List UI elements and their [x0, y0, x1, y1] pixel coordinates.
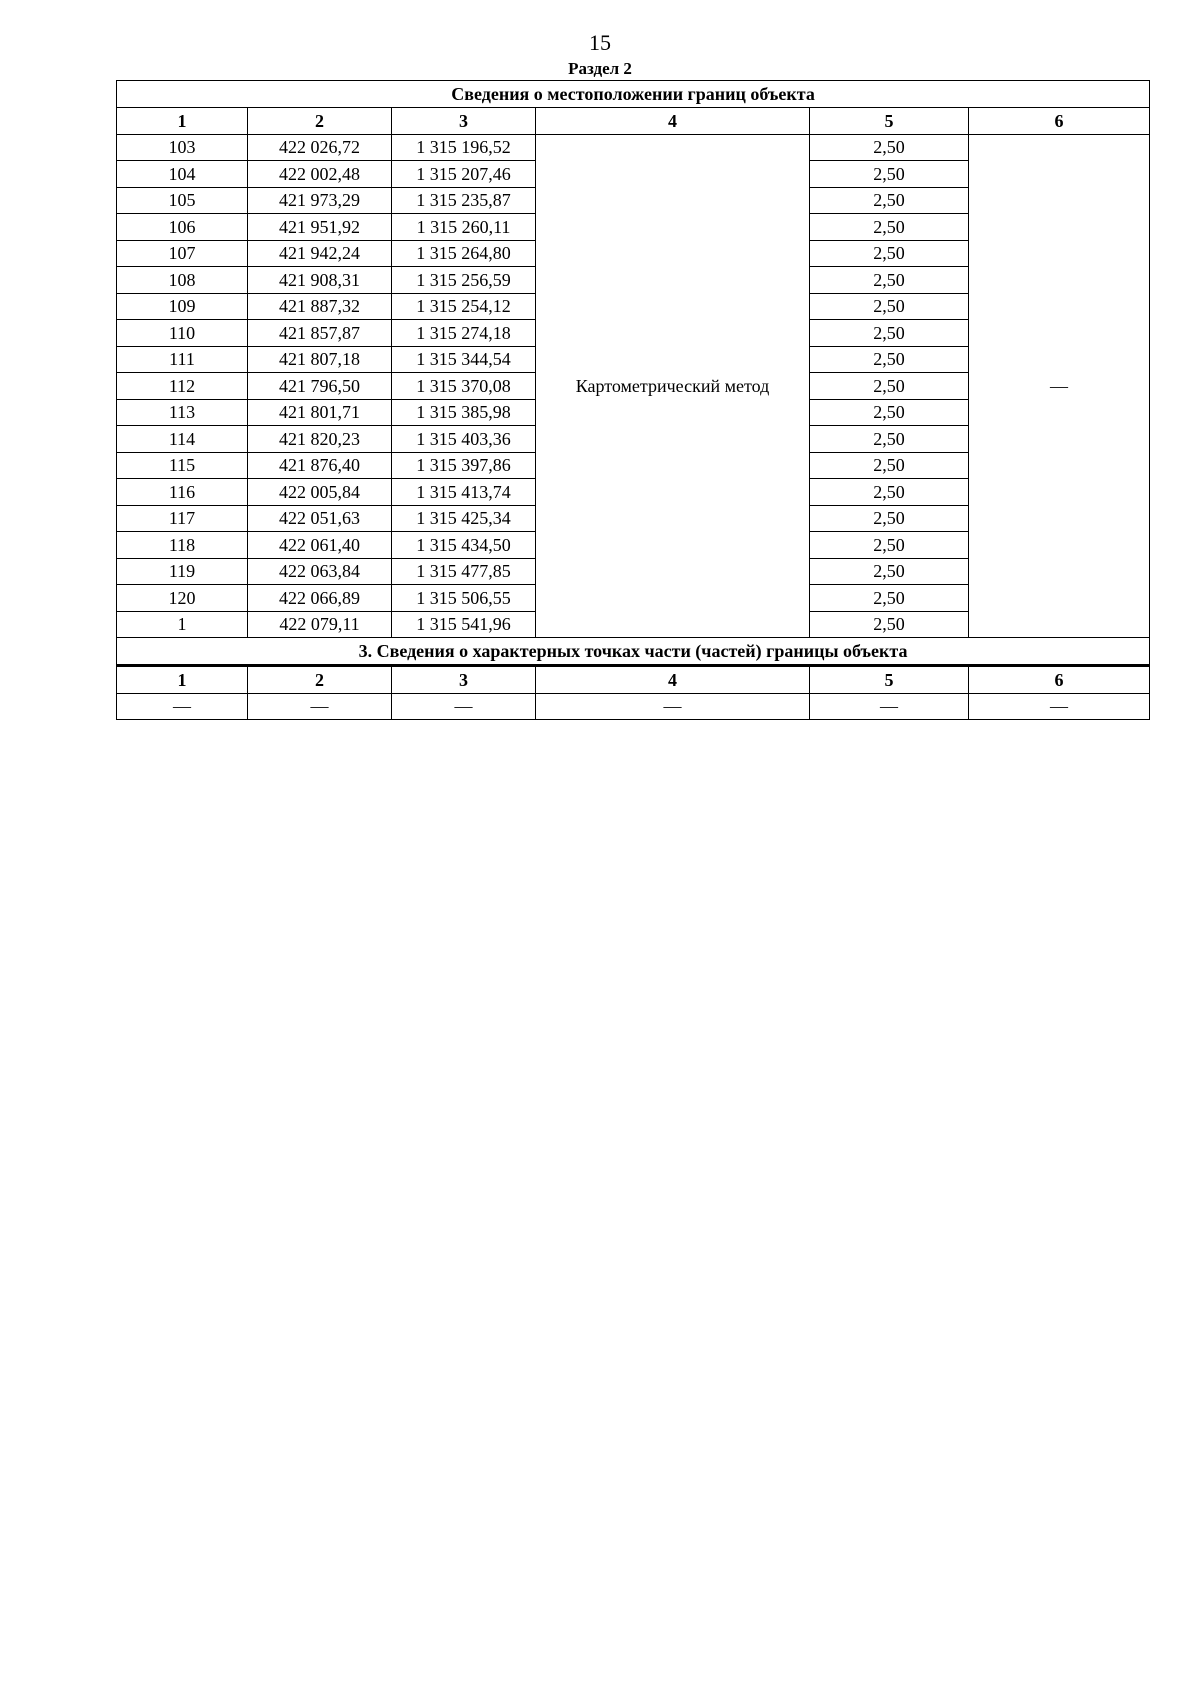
coord-y-cell: 1 315 196,52 [392, 134, 536, 161]
coord-x-cell: 421 801,71 [248, 399, 392, 426]
table-banner-row [117, 81, 1150, 108]
coord-x-cell: 421 876,40 [248, 452, 392, 479]
accuracy-cell: 2,50 [810, 267, 969, 294]
coord-y-cell: 1 315 254,12 [392, 293, 536, 320]
point-number-cell: 115 [117, 452, 248, 479]
point-number-cell: 112 [117, 373, 248, 400]
coord-y-cell: 1 315 274,18 [392, 320, 536, 347]
point-number-cell: 119 [117, 558, 248, 585]
section3-header-row [117, 666, 1150, 694]
coord-y-cell: 1 315 434,50 [392, 532, 536, 559]
coord-x-cell: 422 063,84 [248, 558, 392, 585]
section3-column-header: 6 [969, 666, 1150, 694]
section-title: Раздел 2 [568, 59, 632, 78]
coord-y-cell: 1 315 264,80 [392, 240, 536, 267]
accuracy-cell: 2,50 [810, 214, 969, 241]
coord-x-cell: 421 807,18 [248, 346, 392, 373]
section3-cell: — [536, 693, 810, 720]
coord-y-cell: 1 315 344,54 [392, 346, 536, 373]
point-number-cell: 103 [117, 134, 248, 161]
coord-y-cell: 1 315 235,87 [392, 187, 536, 214]
accuracy-cell: 2,50 [810, 346, 969, 373]
coord-y-cell: 1 315 397,86 [392, 452, 536, 479]
point-number-cell: 110 [117, 320, 248, 347]
coord-x-cell: 421 951,92 [248, 214, 392, 241]
coord-x-cell: 422 005,84 [248, 479, 392, 506]
table-banner: Сведения о местоположении границ объекта [117, 81, 1150, 108]
boundary-table [116, 80, 1150, 720]
section3-cell: — [969, 693, 1150, 720]
method-cell: Картометрический метод [536, 134, 810, 638]
coord-x-cell: 421 887,32 [248, 293, 392, 320]
point-number-cell: 109 [117, 293, 248, 320]
point-number-cell: 116 [117, 479, 248, 506]
column-header: 1 [117, 108, 248, 135]
coord-y-cell: 1 315 207,46 [392, 161, 536, 188]
point-number-cell: 105 [117, 187, 248, 214]
accuracy-cell: 2,50 [810, 320, 969, 347]
coord-x-cell: 422 066,89 [248, 585, 392, 612]
accuracy-cell: 2,50 [810, 161, 969, 188]
section3-cell: — [248, 693, 392, 720]
point-number-cell: 108 [117, 267, 248, 294]
accuracy-cell: 2,50 [810, 505, 969, 532]
accuracy-cell: 2,50 [810, 558, 969, 585]
section3-column-header: 3 [392, 666, 536, 694]
column-header: 2 [248, 108, 392, 135]
column-header: 6 [969, 108, 1150, 135]
coord-x-cell: 422 079,11 [248, 611, 392, 638]
section3-data-row [117, 693, 1150, 720]
coord-y-cell: 1 315 385,98 [392, 399, 536, 426]
coord-x-cell: 421 942,24 [248, 240, 392, 267]
section3-column-header: 4 [536, 666, 810, 694]
section3-cell: — [392, 693, 536, 720]
coord-y-cell: 1 315 541,96 [392, 611, 536, 638]
accuracy-cell: 2,50 [810, 532, 969, 559]
coord-x-cell: 421 820,23 [248, 426, 392, 453]
point-number-cell: 106 [117, 214, 248, 241]
coord-x-cell: 422 051,63 [248, 505, 392, 532]
accuracy-cell: 2,50 [810, 426, 969, 453]
column-header: 3 [392, 108, 536, 135]
column-header-row [117, 108, 1150, 135]
accuracy-cell: 2,50 [810, 187, 969, 214]
boundary-table-body [117, 81, 1150, 720]
section3-cell: — [810, 693, 969, 720]
coord-y-cell: 1 315 506,55 [392, 585, 536, 612]
coord-y-cell: 1 315 256,59 [392, 267, 536, 294]
column-header: 4 [536, 108, 810, 135]
coord-x-cell: 422 002,48 [248, 161, 392, 188]
column-header: 5 [810, 108, 969, 135]
point-number-cell: 107 [117, 240, 248, 267]
coord-x-cell: 421 857,87 [248, 320, 392, 347]
point-number-cell: 104 [117, 161, 248, 188]
coord-x-cell: 421 796,50 [248, 373, 392, 400]
point-number-cell: 117 [117, 505, 248, 532]
coord-x-cell: 421 908,31 [248, 267, 392, 294]
point-number-cell: 111 [117, 346, 248, 373]
coord-x-cell: 422 026,72 [248, 134, 392, 161]
coord-y-cell: 1 315 260,11 [392, 214, 536, 241]
section3-column-header: 5 [810, 666, 969, 694]
coord-y-cell: 1 315 425,34 [392, 505, 536, 532]
point-number-cell: 118 [117, 532, 248, 559]
point-number-cell: 114 [117, 426, 248, 453]
column6-cell: — [969, 134, 1150, 638]
section3-column-header: 2 [248, 666, 392, 694]
accuracy-cell: 2,50 [810, 399, 969, 426]
coord-x-cell: 422 061,40 [248, 532, 392, 559]
coord-y-cell: 1 315 370,08 [392, 373, 536, 400]
accuracy-cell: 2,50 [810, 585, 969, 612]
section3-column-header: 1 [117, 666, 248, 694]
point-number-cell: 120 [117, 585, 248, 612]
coord-x-cell: 421 973,29 [248, 187, 392, 214]
coord-y-cell: 1 315 477,85 [392, 558, 536, 585]
accuracy-cell: 2,50 [810, 452, 969, 479]
table-row [117, 134, 1150, 161]
accuracy-cell: 2,50 [810, 240, 969, 267]
point-number-cell: 113 [117, 399, 248, 426]
page-number: 15 [589, 30, 611, 55]
section3-banner-row [117, 638, 1150, 666]
accuracy-cell: 2,50 [810, 293, 969, 320]
section3-title: 3. Сведения о характерных точках части (частей) границы объекта [117, 638, 1150, 666]
accuracy-cell: 2,50 [810, 479, 969, 506]
section3-cell: — [117, 693, 248, 720]
accuracy-cell: 2,50 [810, 373, 969, 400]
accuracy-cell: 2,50 [810, 134, 969, 161]
point-number-cell: 1 [117, 611, 248, 638]
accuracy-cell: 2,50 [810, 611, 969, 638]
coord-y-cell: 1 315 413,74 [392, 479, 536, 506]
coord-y-cell: 1 315 403,36 [392, 426, 536, 453]
